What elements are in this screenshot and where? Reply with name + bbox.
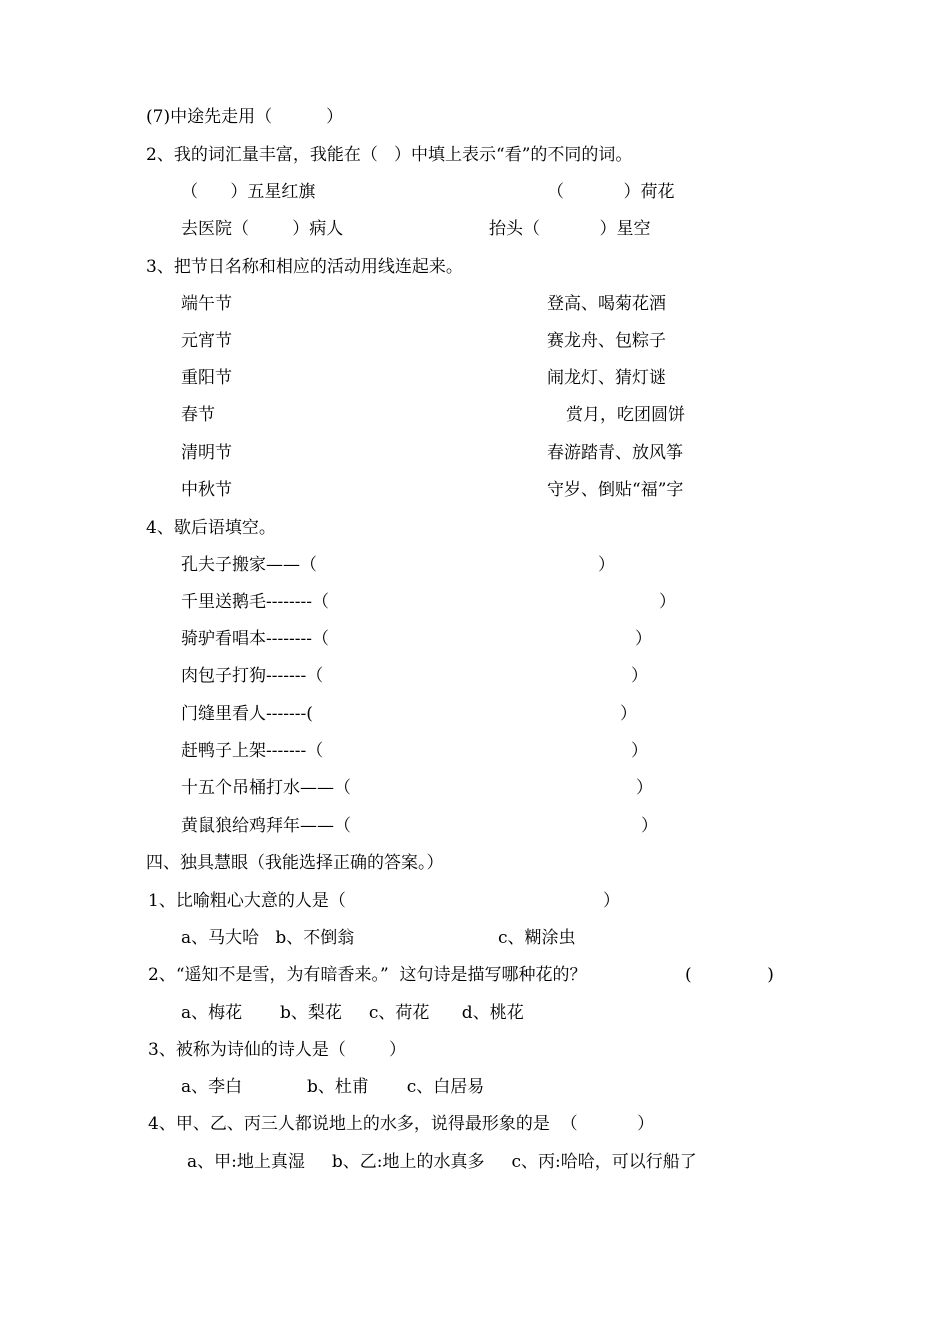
section-3-title: 3、把节日名称和相应的活动用线连起来。	[146, 257, 463, 277]
choice-2-question: 2、“遥知不是雪，为有暗香来。” 这句诗是描写哪种花的？	[148, 965, 587, 985]
xiehouyu-2-close: ）	[659, 592, 676, 612]
xiehouyu-4: 肉包子打狗-------（	[181, 666, 324, 686]
activity-2: 赛龙舟、包粽子	[547, 331, 666, 351]
choice-2-options: a、梅花 b、梨花 c、荷花 d、桃花	[181, 1003, 524, 1023]
xiehouyu-5: 门缝里看人-------(	[181, 704, 313, 724]
choice-1-option-c: c、糊涂虫	[498, 928, 576, 948]
festival-2: 元宵节	[181, 331, 232, 351]
choice-4-options: a、甲:地上真湿 b、乙:地上的水真多 c、丙:哈哈，可以行船了	[187, 1152, 697, 1172]
section-four-title: 四、独具慧眼（我能选择正确的答案。）	[146, 853, 444, 873]
xiehouyu-6: 赶鸭子上架-------（	[181, 741, 324, 761]
xiehouyu-7-close: ）	[636, 778, 653, 798]
choice-1-options: a、马大哈 b、不倒翁	[181, 928, 355, 948]
s2-blank-sky: 抬头（ ）星空	[489, 219, 651, 239]
xiehouyu-5-close: ）	[620, 704, 637, 724]
xiehouyu-8-close: ）	[641, 816, 658, 836]
xiehouyu-2: 千里送鹅毛--------（	[181, 592, 329, 612]
xiehouyu-3-close: ）	[635, 629, 652, 649]
festival-3: 重阳节	[181, 368, 232, 388]
activity-3: 闹龙灯、猜灯谜	[547, 368, 666, 388]
festival-4: 春节	[181, 405, 215, 425]
xiehouyu-4-close: ）	[631, 666, 648, 686]
festival-1: 端午节	[181, 294, 232, 314]
choice-3-question: 3、被称为诗仙的诗人是（ ）	[148, 1040, 407, 1060]
activity-4: 赏月，吃团圆饼	[566, 405, 685, 425]
choice-2-blank: ( )	[685, 965, 774, 985]
choice-1-close: ）	[603, 891, 620, 911]
xiehouyu-6-close: ）	[631, 741, 648, 761]
choice-1-question: 1、比喻粗心大意的人是（	[148, 891, 346, 911]
choice-4-question: 4、甲、乙、丙三人都说地上的水多，说得最形象的是 （ ）	[148, 1114, 655, 1134]
section-4-title: 4、歇后语填空。	[146, 518, 276, 538]
xiehouyu-1-close: ）	[598, 555, 615, 575]
xiehouyu-3: 骑驴看唱本--------（	[181, 629, 329, 649]
xiehouyu-1: 孔夫子搬家——（	[181, 555, 317, 575]
question-7-line: (7)中途先走用（ ）	[146, 107, 344, 127]
xiehouyu-8: 黄鼠狼给鸡拜年——（	[181, 816, 351, 836]
s2-blank-flag: （ ）五星红旗	[181, 182, 316, 202]
activity-5: 春游踏青、放风筝	[547, 443, 683, 463]
festival-5: 清明节	[181, 443, 232, 463]
xiehouyu-7: 十五个吊桶打水——（	[181, 778, 351, 798]
section-2-title: 2、我的词汇量丰富，我能在（ ）中填上表示“看”的不同的词。	[146, 145, 633, 165]
s2-blank-patient: 去医院（ ）病人	[181, 219, 344, 239]
s2-blank-lotus: （ ）荷花	[547, 182, 675, 202]
festival-6: 中秋节	[181, 480, 232, 500]
activity-6: 守岁、倒贴“福”字	[547, 480, 684, 500]
choice-3-options: a、李白 b、杜甫 c、白居易	[181, 1077, 485, 1097]
activity-1: 登高、喝菊花酒	[547, 294, 666, 314]
